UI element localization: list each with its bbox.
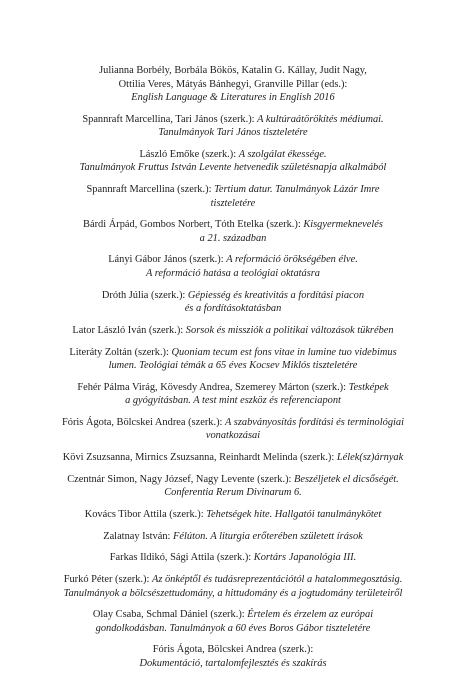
book-title: Tanulmányok Fruttus István Levente hetvenedik születésnapja alkalmából bbox=[79, 162, 387, 174]
book-title: gondolkodásban. Tanulmányok a 60 éves Boros Gábor tiszteletére bbox=[95, 622, 371, 634]
entry-line bbox=[43, 643, 423, 657]
entry-line bbox=[43, 429, 423, 443]
entry-line bbox=[43, 530, 423, 544]
book-title: a 21. században bbox=[199, 232, 267, 244]
book-entry bbox=[43, 551, 423, 565]
book-entry bbox=[43, 113, 423, 140]
book-title: Beszéljetek el dicsőségét. bbox=[294, 473, 399, 485]
entry-line bbox=[43, 126, 423, 140]
entry-line bbox=[43, 486, 423, 500]
book-authors: Spannraft Marcellina, Tari János (szerk.): bbox=[82, 113, 258, 125]
entry-line bbox=[43, 91, 423, 105]
entry-line bbox=[43, 608, 423, 622]
entry-line bbox=[43, 573, 423, 587]
entry-line bbox=[43, 253, 423, 267]
entry-line bbox=[43, 64, 423, 78]
entry-line bbox=[43, 551, 423, 565]
entry-line bbox=[43, 113, 423, 127]
book-authors: Literáty Zoltán (szerk.): bbox=[69, 346, 172, 358]
book-title: Quoniam tecum est fons vitae in lumine tuo videbimus bbox=[171, 346, 397, 358]
book-authors: Bárdi Árpád, Gombos Norbert, Tóth Etelka (szerk.): bbox=[83, 219, 304, 231]
entry-line bbox=[43, 289, 423, 303]
book-list bbox=[0, 64, 466, 679]
book-title: Sorsok és missziók a politikai változások tükrében bbox=[185, 324, 394, 336]
entry-line bbox=[43, 183, 423, 197]
book-title: A reformáció hatása a teológiai oktatásra bbox=[145, 267, 321, 279]
book-title: A kultúraátörökítés médiumai. bbox=[257, 113, 384, 125]
book-authors: Olay Csaba, Schmal Dániel (szerk.): bbox=[92, 609, 248, 621]
book-title: A szabványosítás fordítási és terminológiai bbox=[225, 416, 404, 428]
book-authors: Ottilia Veres, Mátyás Bánhegyi, Granville Pillar (eds.): bbox=[118, 78, 348, 90]
book-authors: Spannraft Marcellina (szerk.): bbox=[86, 184, 215, 196]
entry-line bbox=[43, 267, 423, 281]
entry-line bbox=[43, 197, 423, 211]
book-entry bbox=[43, 473, 423, 500]
book-title: tiszteletére bbox=[210, 197, 256, 209]
book-title: A reformáció örökségében élve. bbox=[226, 254, 358, 266]
book-title: a gyógyításban. A test mint eszköz és referenciapont bbox=[125, 395, 341, 407]
entry-line bbox=[43, 302, 423, 316]
book-entry bbox=[43, 451, 423, 465]
book-authors: Zalatnay István: bbox=[103, 530, 174, 542]
entry-line bbox=[43, 451, 423, 465]
book-title: Tertium datur. Tanulmányok Lázár Imre bbox=[214, 184, 380, 196]
book-title: A szolgálat ékessége. bbox=[238, 148, 327, 160]
book-entry bbox=[43, 346, 423, 373]
book-title: Conferentia Rerum Divinarum 6. bbox=[164, 487, 302, 499]
entry-line bbox=[43, 657, 423, 671]
book-entry bbox=[43, 643, 423, 670]
book-entry bbox=[43, 289, 423, 316]
entry-line bbox=[43, 218, 423, 232]
book-entry bbox=[43, 64, 423, 105]
book-authors: Lányi Gábor János (szerk.): bbox=[108, 254, 227, 266]
book-title: Lélek(sz)árnyak bbox=[336, 452, 404, 464]
book-title: Kortárs Japanológia III. bbox=[253, 552, 357, 564]
entry-line bbox=[43, 394, 423, 408]
book-authors: Farkas Ildikó, Sági Attila (szerk.): bbox=[109, 552, 254, 564]
entry-line bbox=[43, 78, 423, 92]
book-title: Tanulmányok Tari János tiszteletére bbox=[158, 127, 308, 139]
book-entry bbox=[43, 324, 423, 338]
book-title: Testképek bbox=[348, 381, 389, 393]
book-entry bbox=[43, 148, 423, 175]
entry-line bbox=[43, 508, 423, 522]
book-entry bbox=[43, 573, 423, 600]
entry-line bbox=[43, 148, 423, 162]
book-entry bbox=[43, 508, 423, 522]
book-authors: Kovács Tibor Attila (szerk.): bbox=[84, 508, 207, 520]
book-entry bbox=[43, 183, 423, 210]
entry-line bbox=[43, 324, 423, 338]
entry-line bbox=[43, 346, 423, 360]
entry-line bbox=[43, 622, 423, 636]
book-title: Kisgyermeknevelés bbox=[303, 219, 383, 231]
book-title: Tanulmányok a bölcsészettudomány, a hittudomány és a jogtudomány területeiről bbox=[63, 587, 403, 599]
book-title: Értelem és érzelem az európai bbox=[247, 609, 374, 621]
book-title: lumen. Teológiai témák a 65 éves Kocsev Miklós tiszteletére bbox=[108, 360, 358, 371]
entry-line bbox=[43, 587, 423, 601]
entry-line bbox=[43, 232, 423, 246]
book-title: és a fordításoktatásban bbox=[184, 303, 282, 315]
book-title: vonatkozásai bbox=[205, 430, 261, 442]
book-authors: Fóris Ágota, Bölcskei Andrea (szerk.): bbox=[61, 416, 226, 428]
book-entry bbox=[43, 218, 423, 245]
book-authors: Fóris Ágota, Bölcskei Andrea (szerk.): bbox=[152, 644, 314, 656]
entry-line bbox=[43, 473, 423, 487]
entry-line bbox=[43, 416, 423, 430]
book-title: Félúton. A liturgia erőterében született írások bbox=[173, 530, 363, 542]
book-authors: Czentnár Simon, Nagy József, Nagy Levente (szerk.): bbox=[67, 473, 295, 485]
book-title: Az önképtől és tudásreprezentációtól a hatalommegosztásig. bbox=[151, 574, 403, 585]
book-authors: Kövi Zsuzsanna, Mirnics Zsuzsanna, Reinhardt Melinda (szerk.): bbox=[62, 452, 337, 464]
book-entry bbox=[43, 253, 423, 280]
book-title: Tehetségek hite. Hallgatói tanulmánykötet bbox=[206, 508, 382, 520]
book-title: Dokumentáció, tartalomfejlesztés és szakírás bbox=[139, 657, 327, 669]
book-entry bbox=[43, 530, 423, 544]
book-title: Gépiesség és kreativitás a fordítási piacon bbox=[187, 289, 365, 301]
book-authors: Julianna Borbély, Borbála Bökös, Katalin G. Kállay, Judit Nagy, bbox=[99, 65, 367, 76]
entry-line bbox=[43, 359, 423, 373]
entry-line bbox=[43, 161, 423, 175]
book-authors: László Emőke (szerk.): bbox=[139, 148, 239, 160]
book-entry bbox=[43, 381, 423, 408]
entry-line bbox=[43, 381, 423, 395]
book-authors: Fehér Pálma Virág, Kövesdy Andrea, Szemerey Márton (szerk.): bbox=[77, 381, 349, 393]
book-entry bbox=[43, 608, 423, 635]
book-authors: Lator László Iván (szerk.): bbox=[72, 324, 186, 336]
book-authors: Furkó Péter (szerk.): bbox=[63, 574, 152, 585]
book-entry bbox=[43, 416, 423, 443]
book-title: English Language & Literatures in English 2016 bbox=[131, 92, 335, 103]
book-authors: Dróth Júlia (szerk.): bbox=[101, 289, 188, 301]
